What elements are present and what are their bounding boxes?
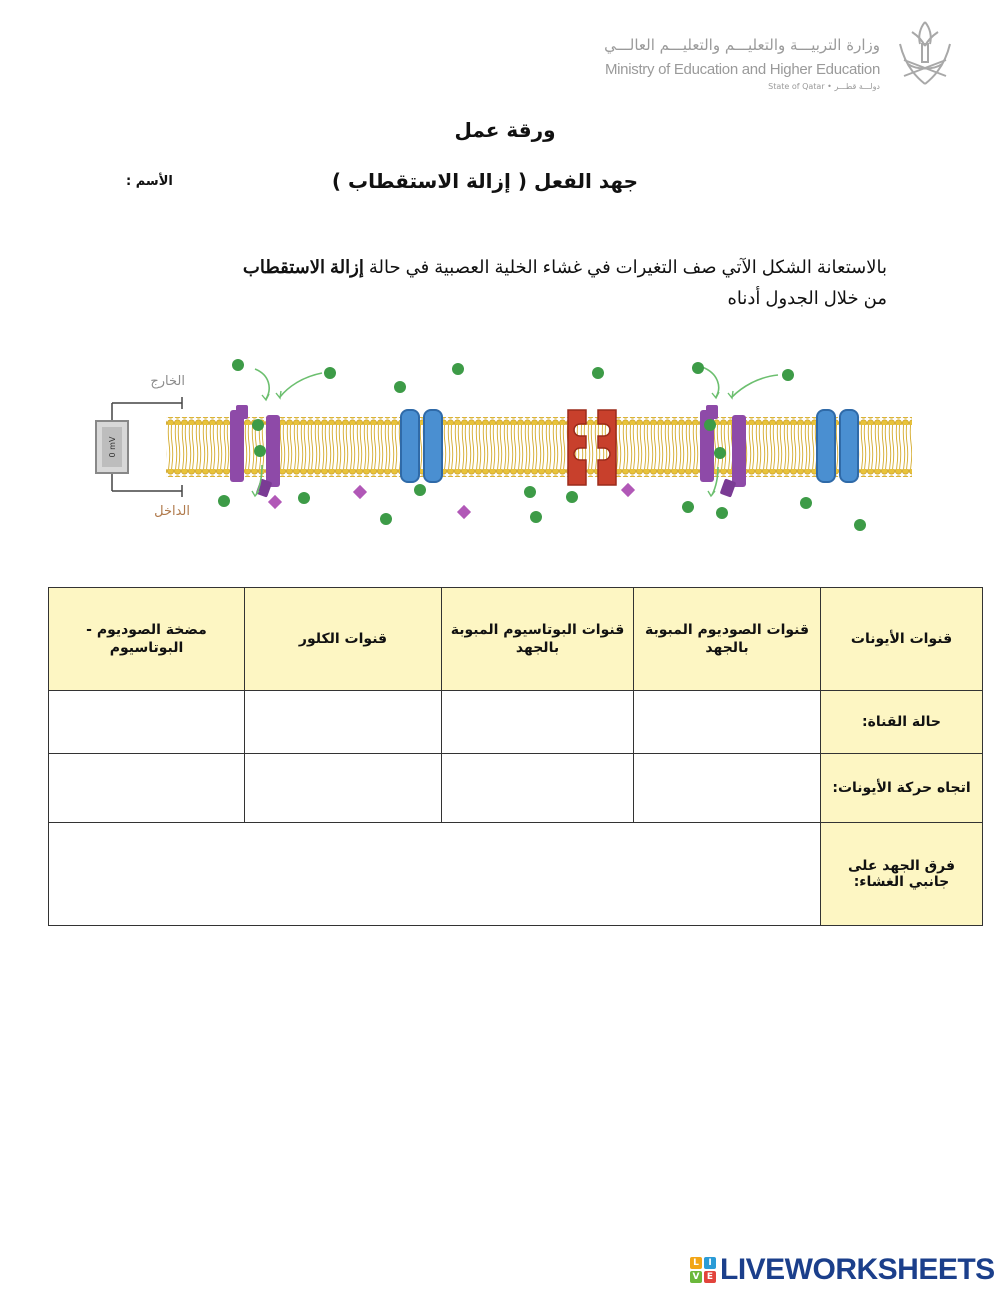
table-row (49, 823, 983, 926)
anions-inside (268, 483, 635, 519)
answer-cell[interactable] (49, 754, 245, 823)
grid-letter-l: L (690, 1257, 702, 1269)
grid-letter-v: V (690, 1271, 702, 1283)
liveworksheets-brand: LIVEWORKSHEETS (720, 1253, 995, 1286)
outside-label: الخارج (150, 374, 185, 389)
worksheet-subtitle: جهد الفعل ( إزالة الاستقطاب ) (331, 169, 638, 193)
column-header: قنوات البوتاسيوم المبوبة بالجهد (442, 588, 634, 691)
answer-cell[interactable] (245, 691, 442, 754)
ions-outside (232, 359, 794, 393)
instruction-part2: من خلال الجدول أدناه (727, 288, 887, 308)
table-corner-header: قنوات الأيونات (821, 588, 983, 691)
instruction-bold: إزالة الاستقطاب (242, 257, 364, 277)
answer-cell[interactable] (442, 691, 634, 754)
column-header: قنوات الصوديوم المبوبة بالجهد (634, 588, 821, 691)
liveworksheets-logo (690, 1253, 995, 1287)
answer-cell[interactable] (442, 754, 634, 823)
worksheet-title: ورقة عمل (454, 118, 556, 142)
row-label-channel-state: حالة القناة: (821, 691, 983, 754)
ion-channels-table (48, 587, 983, 926)
row-label-potential-difference: فرق الجهد على جانبي الغشاء: (821, 823, 983, 926)
ministry-name-en: Ministry of Education and Higher Education (604, 61, 880, 78)
qatar-emblem-icon (890, 14, 960, 94)
inside-label: الداخل (154, 504, 190, 519)
table-row (49, 691, 983, 754)
answer-cell-wide[interactable] (49, 823, 821, 926)
instruction-text (132, 252, 887, 314)
membrane-diagram (90, 355, 920, 540)
answer-cell[interactable] (634, 754, 821, 823)
liveworksheets-grid-icon (690, 1257, 716, 1283)
answer-cell[interactable] (634, 691, 821, 754)
row-label-ion-direction: اتجاه حركة الأيونات: (821, 754, 983, 823)
table-row (49, 754, 983, 823)
student-name-label: الأسم : (126, 174, 173, 189)
column-header: قنوات الكلور (245, 588, 442, 691)
state-of-qatar: State of Qatar • دولـــة قطـــر (768, 82, 880, 91)
ministry-logo (590, 14, 960, 94)
answer-cell[interactable] (49, 691, 245, 754)
column-header: مضخة الصوديوم - البوتاسيوم (49, 588, 245, 691)
grid-letter-e: E (704, 1271, 716, 1283)
voltmeter-reading: 0 mV (108, 436, 117, 458)
grid-letter-i: I (704, 1257, 716, 1269)
table-header-row (49, 588, 983, 691)
ministry-name-ar: وزارة التربيـــة والتعليـــم والتعليـــم العالـــي (604, 36, 880, 54)
instruction-part1: بالاستعانة الشكل الآتي صف التغيرات في غشاء الخلية العصبية في حالة (363, 257, 887, 277)
answer-cell[interactable] (245, 754, 442, 823)
